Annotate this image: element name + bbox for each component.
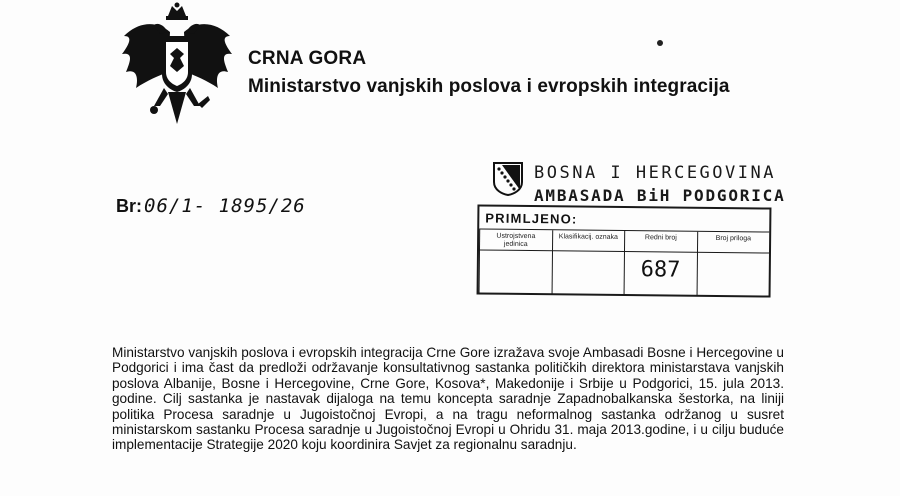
country-name: CRNA GORA [248, 48, 367, 69]
body-paragraph: Ministarstvo vanjskih poslova i evropskih integracija Crne Gore izražava svoje Ambasadi Bosne i Hercegovine u Podgorici i ima čast da predloži održavanje konsultativnog sastanka političkih direktora ministarstava vanjskih poslova Albanije, Bosne i Hercegovine, Crne Gore, Kosova*, Makedonije i Srbije u Podgorici, 15. jula 2013. godine. Cilj sastanka je nastavak dijaloga na temu koncepta saradnje Zapadnobalkanska šestorka, na liniji politika Procesa saradnje u Jugoistočnoj Evropi, a na tragu neformalnog sastanka održanog u susret ministarskom sastanku Procesa saradnje u Jugoistočnoj Evropi u Ohridu 31. maja 2013.godine, i u cilju buduće implementacije Strategije 2020 koju koordinira Savjet za regionalnu saradnju. [112, 345, 784, 453]
stamp-col-header: Redni broj [644, 234, 677, 242]
stamp-received-label: PRIMLJENO: [485, 210, 578, 227]
stamp-col-classification [551, 230, 624, 295]
reference-label: Br: [116, 196, 142, 216]
reference-value: 06/1- 1895/26 [144, 195, 306, 217]
stamp-col-serial [624, 231, 697, 296]
ministry-name: Ministarstvo vanjskih poslova i evropskih integracija [248, 76, 730, 97]
coat-of-arms-icon [118, 2, 236, 130]
stamp-col-attachments [696, 232, 769, 297]
stamp-col-header: Broj priloga [715, 234, 752, 243]
stamp-country: BOSNA I HERCEGOVINA [534, 163, 776, 183]
bih-flag-icon [490, 160, 526, 196]
stamp-col-value: 687 [640, 257, 681, 283]
stamp-col-value [552, 256, 623, 257]
stamp-table [479, 228, 770, 296]
ink-speck [657, 40, 663, 46]
stamp-col-header: Klasifikacij. oznaka [558, 233, 618, 241]
reference-number [116, 195, 306, 217]
received-stamp [477, 204, 772, 297]
stamp-col-unit [479, 229, 552, 294]
stamp-col-header: Ustrojstvena jedinica [496, 232, 536, 248]
stamp-embassy: AMBASADA BiH PODGORICA [534, 186, 786, 205]
stamp-col-value [697, 258, 768, 259]
stamp-col-value [480, 255, 551, 256]
